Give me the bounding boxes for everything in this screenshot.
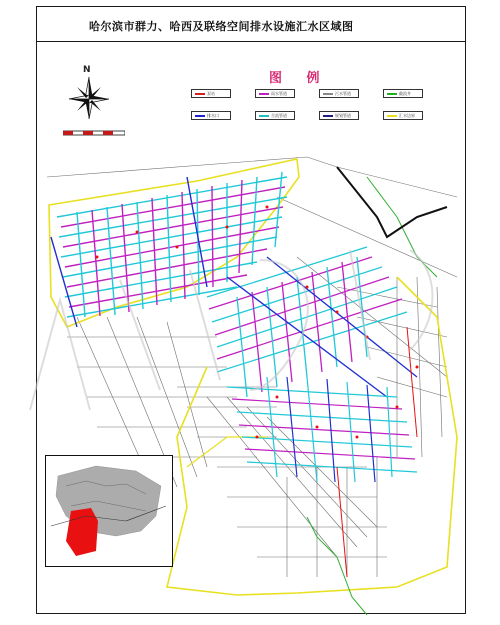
- legend-label: 汇水边界: [399, 113, 415, 118]
- legend-swatch: [323, 93, 333, 95]
- catchment-boundary: [167, 277, 457, 595]
- legend-label: 污水管道: [335, 91, 351, 96]
- legend-item: [191, 111, 231, 120]
- legend-swatch: [195, 93, 205, 95]
- legend-swatch: [323, 115, 333, 117]
- legend-label: 规划管道: [335, 113, 351, 118]
- legend-label: 雨水管道: [271, 91, 287, 96]
- legend-item: [383, 111, 423, 120]
- title-bar: [37, 7, 465, 42]
- legend: [191, 89, 431, 129]
- legend-swatch: [195, 115, 205, 117]
- legend-item: [255, 89, 295, 98]
- legend-item: [255, 111, 295, 120]
- rail-corridor: [337, 167, 447, 237]
- legend-swatch: [387, 93, 397, 95]
- legend-label: 排水口: [207, 113, 219, 118]
- legend-swatch: [259, 93, 269, 95]
- scale-bar: [63, 129, 125, 137]
- pipe-grid-north: [51, 172, 287, 327]
- legend-item: [191, 89, 231, 98]
- legend-label: 泵站: [207, 91, 215, 96]
- north-label: N: [83, 65, 91, 75]
- legend-label: 合流管道: [271, 113, 287, 118]
- location-inset: [45, 455, 173, 567]
- legend-label: 截流井: [399, 91, 411, 96]
- map-title: 哈尔滨市群力、哈西及联络空间排水设施汇水区域图: [89, 20, 354, 33]
- river-line: [307, 517, 367, 615]
- legend-item: [319, 111, 359, 120]
- legend-swatch: [259, 115, 269, 117]
- legend-swatch: [387, 115, 397, 117]
- compass-rose-icon: [65, 69, 113, 121]
- legend-item: [383, 89, 423, 98]
- map-frame: [36, 6, 466, 614]
- legend-item: [319, 89, 359, 98]
- legend-title: 图 例: [269, 71, 330, 86]
